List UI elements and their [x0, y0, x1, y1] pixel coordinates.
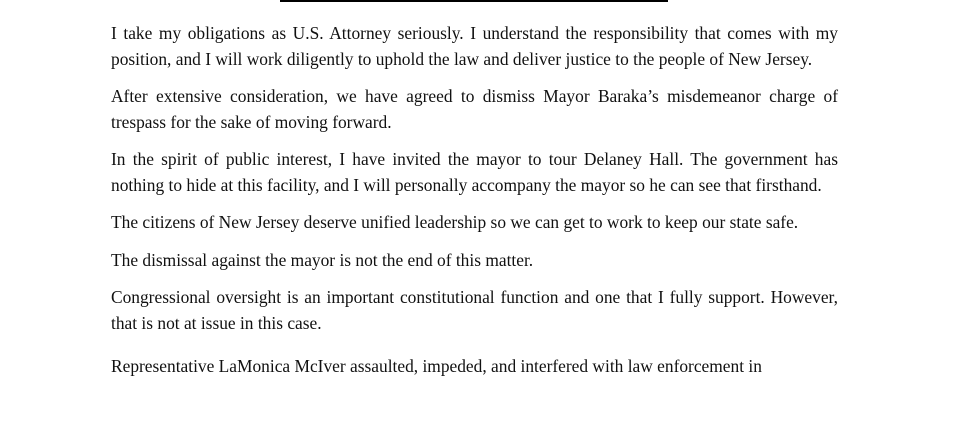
statement-body: [111, 21, 838, 392]
paragraph-obligations: I take my obligations as U.S. Attorney seriously. I understand the responsibility that comes with my position, and I will work diligently to uphold the law and deliver justice to the people of New Jersey.: [111, 23, 838, 69]
paragraph-congressional-oversight: Congressional oversight is an important constitutional function and one that I fully support. However, that is not at issue in this case.: [111, 287, 838, 333]
paragraph-unified-leadership: The citizens of New Jersey deserve unified leadership so we can get to work to keep our state safe.: [111, 212, 799, 232]
paragraph-delaney-hall-tour: In the spirit of public interest, I have invited the mayor to tour Delaney Hall. The government has nothing to hide at this facility, and I will personally accompany the mayor so he can see that firsthand.: [111, 149, 838, 195]
top-divider-line: [280, 0, 668, 2]
paragraph-not-end-of-matter: The dismissal against the mayor is not the end of this matter.: [111, 249, 534, 270]
paragraph-mciver-partial: Representative LaMonica McIver assaulted, impeded, and interfered with law enforcement in: [111, 356, 762, 376]
paragraph-dismiss-charge: After extensive consideration, we have agreed to dismiss Mayor Baraka’s misdemeanor charge of trespass for the sake of moving forward.: [111, 86, 838, 132]
